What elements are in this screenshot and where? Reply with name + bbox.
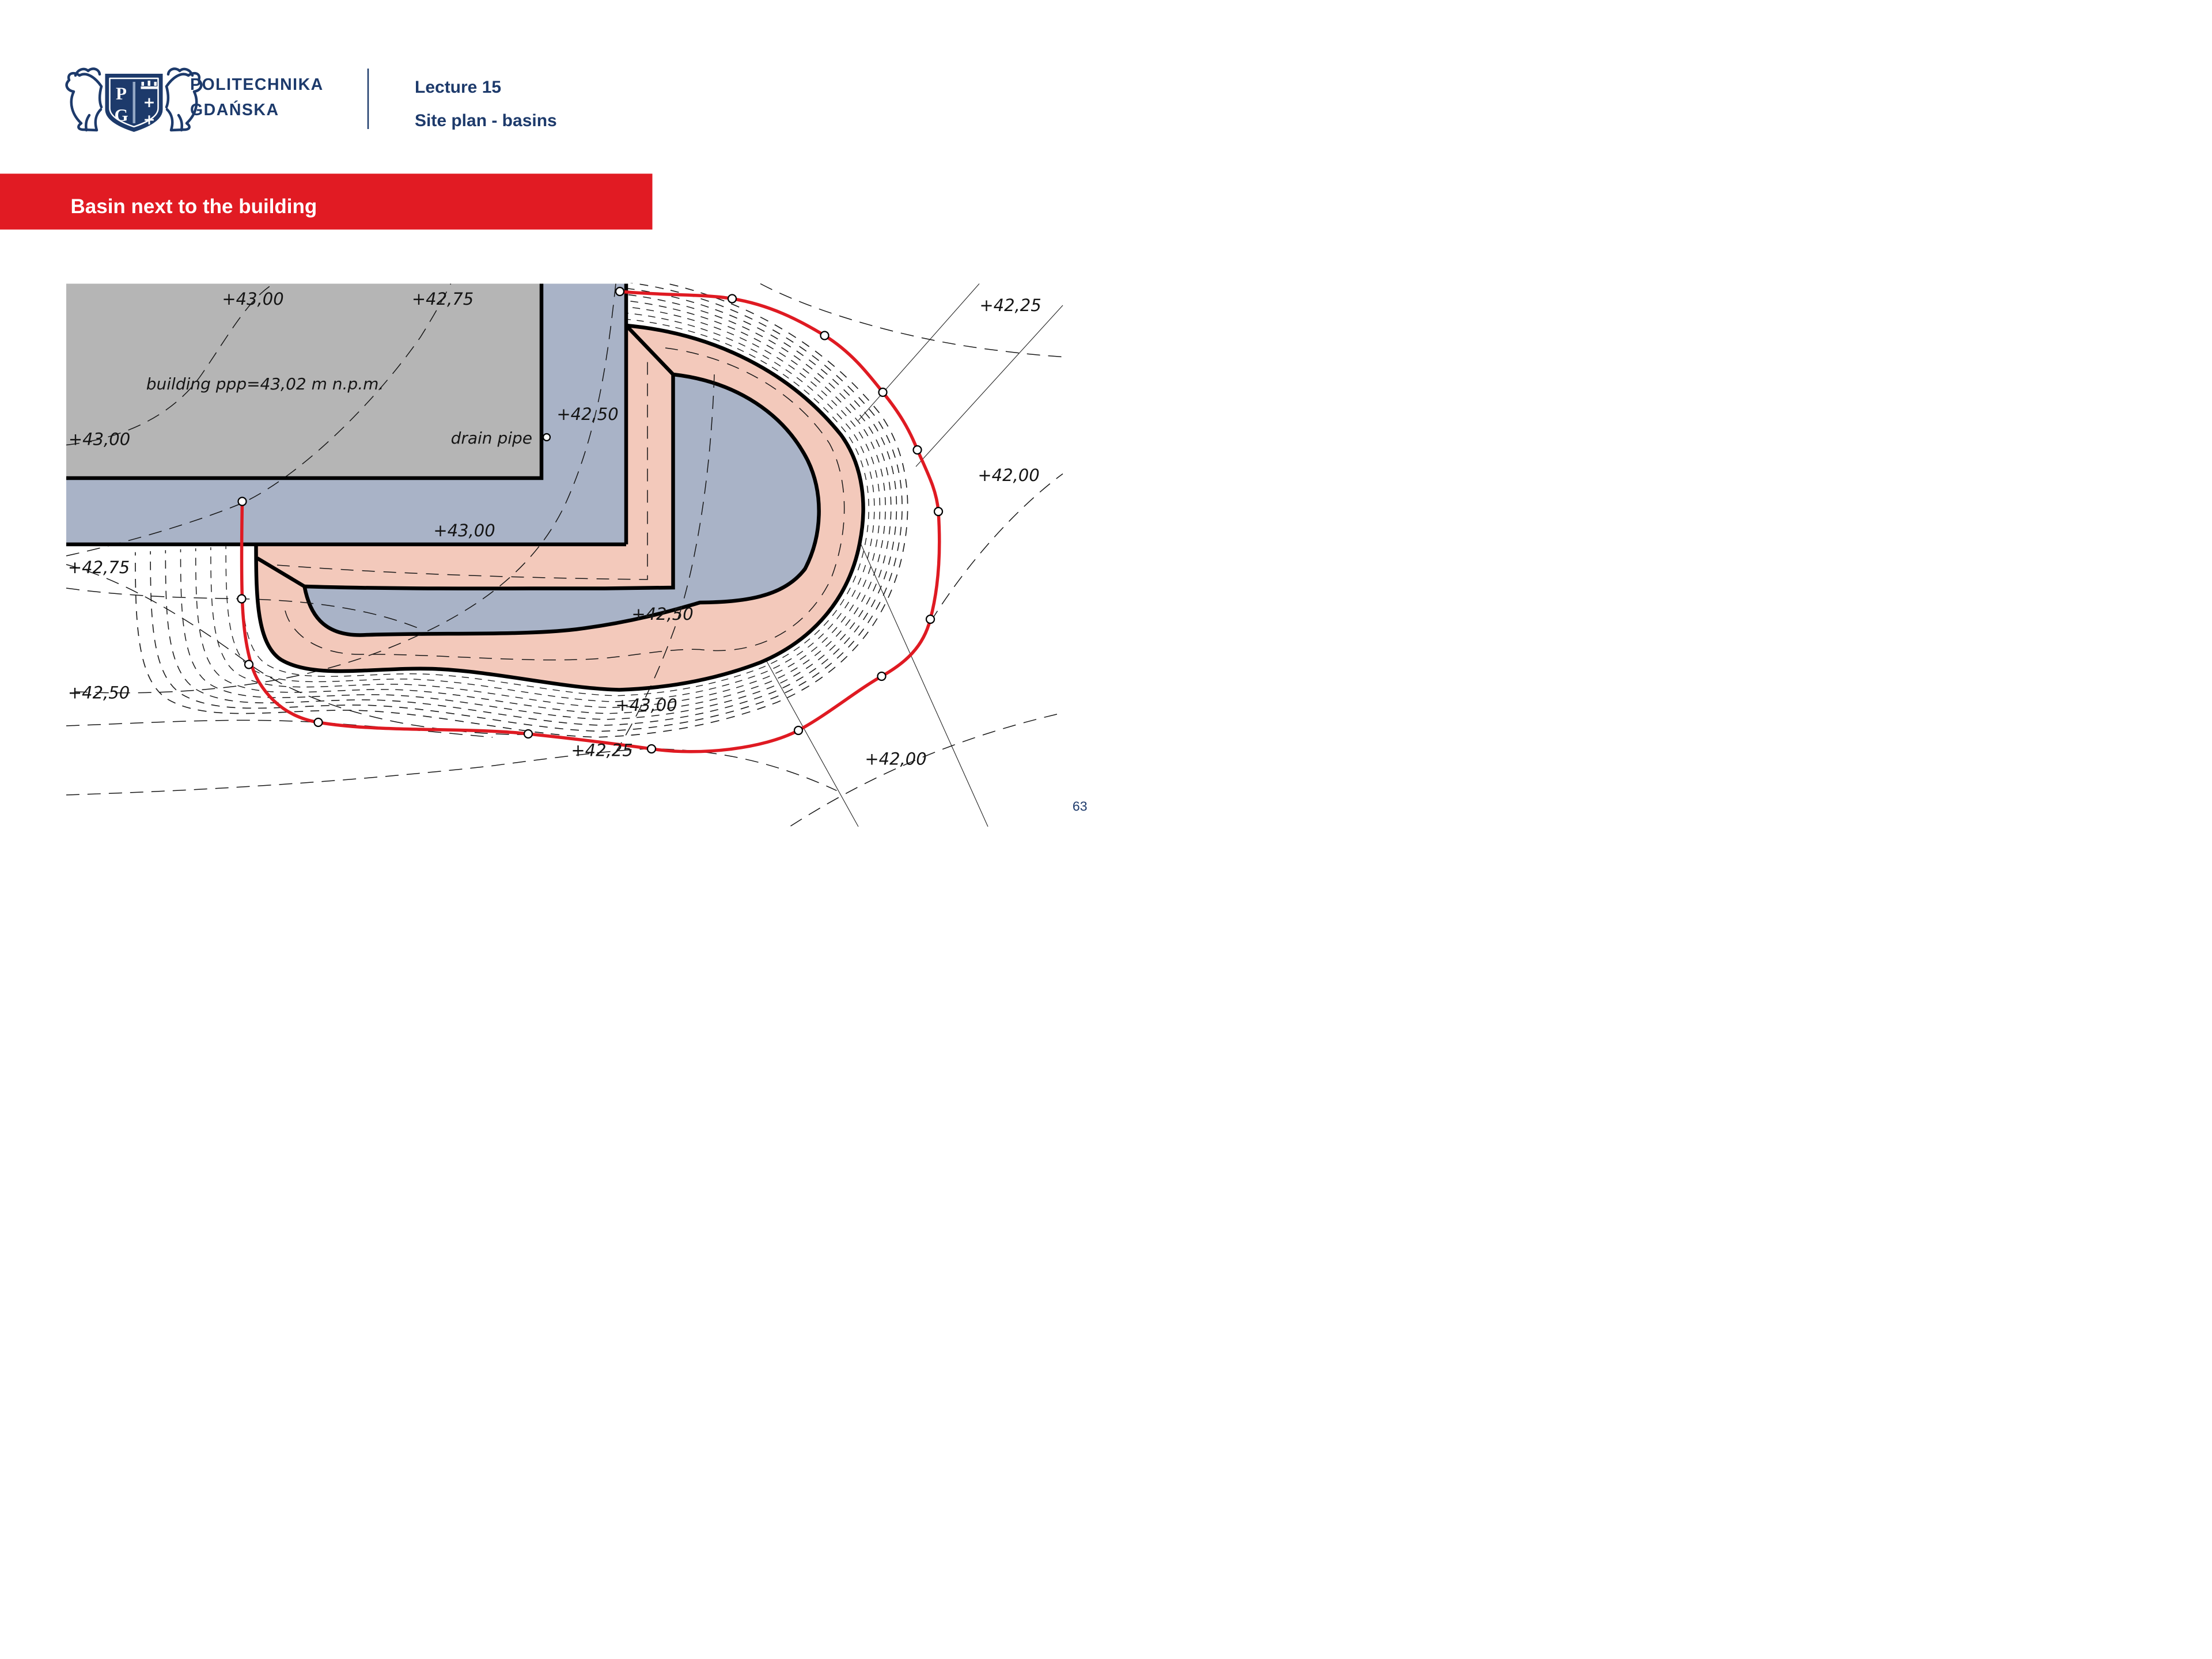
drain-pipe-marker bbox=[543, 434, 550, 441]
contour-label: +43,00 bbox=[222, 289, 284, 309]
header bbox=[67, 69, 557, 132]
title-banner bbox=[0, 174, 653, 230]
crest-lion-left-icon bbox=[67, 69, 101, 130]
contour-label: +42,50 bbox=[67, 683, 130, 703]
crest-cross-top: + bbox=[143, 94, 156, 111]
crest-cross-bottom: + bbox=[143, 111, 156, 128]
contour-label: +43,00 bbox=[433, 521, 495, 540]
crest-divider bbox=[133, 82, 136, 123]
contour-label: +42,75 bbox=[411, 289, 474, 309]
contour-label: +42,50 bbox=[631, 604, 694, 624]
contour-label: +43,00 bbox=[615, 695, 677, 715]
lecture-slide bbox=[0, 0, 1106, 830]
contour-label: +42,00 bbox=[865, 749, 927, 769]
university-crest-icon bbox=[67, 69, 202, 132]
slide-canvas bbox=[0, 0, 1106, 830]
contour-label: +42,25 bbox=[979, 296, 1041, 315]
contour-label: +42,25 bbox=[571, 740, 633, 760]
slide-title: Basin next to the building bbox=[70, 195, 317, 218]
brand-name-line1: POLITECHNIKA bbox=[190, 75, 324, 94]
contour-label: +42,00 bbox=[978, 465, 1040, 485]
brand-name-line2: GDAŃSKA bbox=[190, 101, 279, 119]
site-plan-drawing bbox=[66, 274, 1063, 827]
lecture-number: Lecture 15 bbox=[415, 78, 502, 97]
contour-label: +43,00 bbox=[68, 429, 131, 449]
crest-crown-icon bbox=[141, 81, 158, 89]
contour-label: +42,50 bbox=[556, 404, 619, 424]
building-label: building ppp=43,02 m n.p.m. bbox=[146, 374, 384, 393]
contour-label: +42,75 bbox=[67, 558, 130, 577]
page-number: 63 bbox=[1072, 798, 1088, 814]
drain-pipe-label: drain pipe bbox=[450, 429, 532, 448]
lecture-subtitle: Site plan - basins bbox=[415, 111, 557, 130]
crest-letter-g: G bbox=[114, 105, 128, 125]
crest-letter-p: P bbox=[116, 83, 127, 104]
